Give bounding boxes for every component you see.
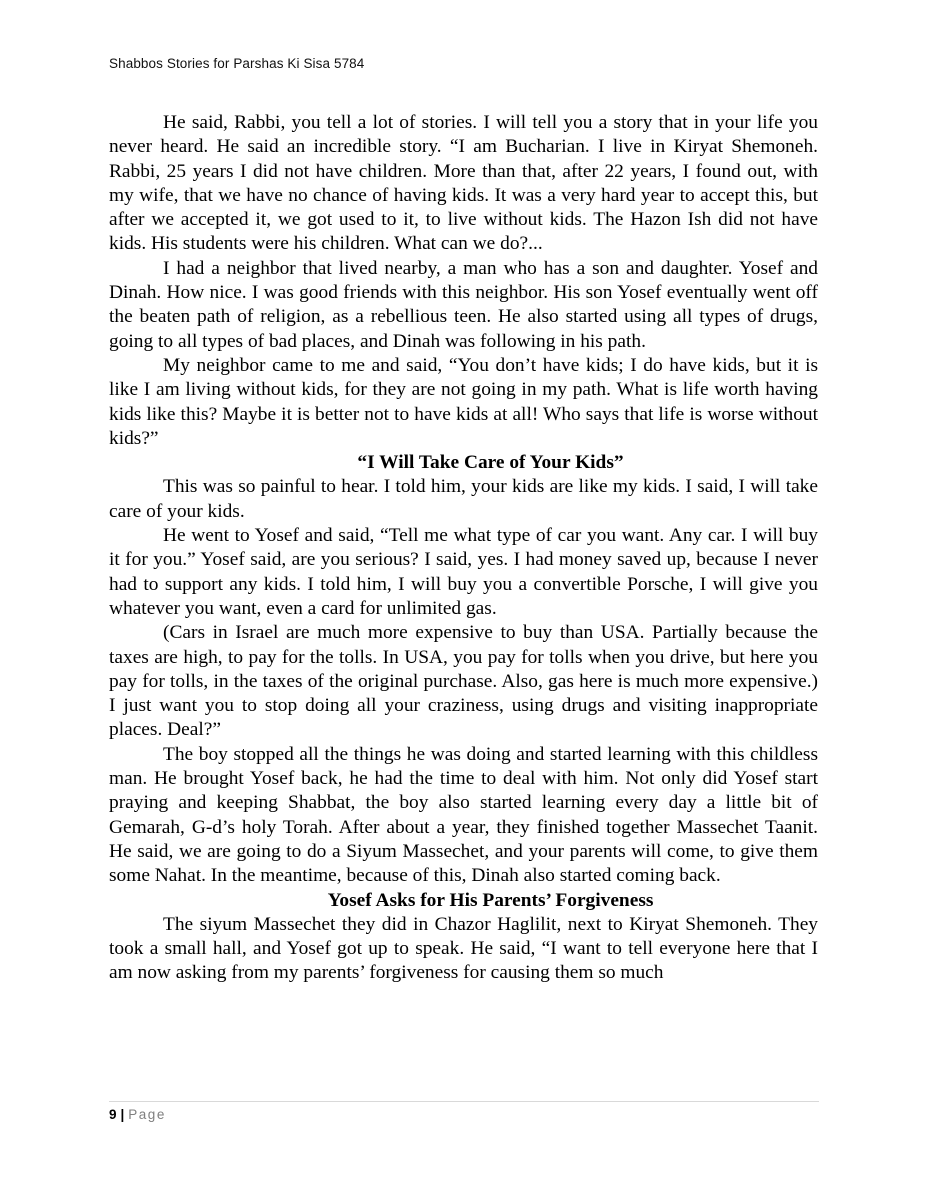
page-number: 9 xyxy=(109,1107,117,1122)
paragraph: My neighbor came to me and said, “You don’t have kids; I do have kids, but it is like I am living without kids, for they are not going in my path. What is life worth having kids like this? Maybe it is better not to have kids at all! Who says that life is worse without kids?” xyxy=(109,354,818,449)
paragraph: He said, Rabbi, you tell a lot of stories. I will tell you a story that in your life you never heard. He said an incredible story. “I am Bucharian. I live in Kiryat Shemoneh. Rabbi, 25 years I did not have children. More than that, after 22 years, I found out, with my wife, that we have no chance of having kids. It was a very hard year to accept this, but after we accepted it, we got used to it, to live without kids. The Hazon Ish did not have kids. His students were his children. What can we do?... xyxy=(109,112,818,255)
paragraph: I had a neighbor that lived nearby, a man who has a son and daughter. Yosef and Dinah. How nice. I was good friends with this neighbor. His son Yosef eventually went off the beaten path of religion, as a rebellious teen. He also started using all types of drugs, going to all types of bad places, and Dinah was following in his path. xyxy=(109,257,818,352)
section-heading: “I Will Take Care of Your Kids” xyxy=(357,452,624,474)
page-label: Page xyxy=(128,1107,166,1122)
paragraph: This was so painful to hear. I told him, your kids are like my kids. I said, I will take care of your kids. xyxy=(109,476,818,522)
paragraph: (Cars in Israel are much more expensive to buy than USA. Partially because the taxes are high, to pay for the tolls. In USA, you pay for tolls when you drive, but here you pay for tolls, in the taxes of the original purchase. Also, gas here is much more expensive.) I just want you to stop doing all your craziness, using drugs and visiting inappropriate places. Deal?” xyxy=(109,622,818,741)
section-heading: Yosef Asks for His Parents’ Forgiveness xyxy=(327,889,654,911)
paragraph: The siyum Massechet they did in Chazor Haglilit, next to Kiryat Shemoneh. They took a small hall, and Yosef got up to speak. He said, “I want to tell everyone here that I am now asking from my parents’ forgiveness for causing them so much xyxy=(109,913,818,984)
footer-separator: | xyxy=(120,1107,125,1122)
page-footer xyxy=(109,1107,166,1122)
paragraph: He went to Yosef and said, “Tell me what type of car you want. Any car. I will buy it for you.” Yosef said, are you serious? I said, yes. I had money saved up, because I never had to support any kids. I told him, I will buy you a convertible Porsche, I will give you whatever you want, even a card for unlimited gas. xyxy=(109,525,818,619)
footer-divider xyxy=(109,1101,819,1102)
body-text xyxy=(109,111,818,986)
running-header: Shabbos Stories for Parshas Ki Sisa 5784 xyxy=(109,56,365,71)
paragraph: The boy stopped all the things he was doing and started learning with this childless man. He brought Yosef back, he had the time to deal with him. Not only did Yosef start praying and keeping Shabbat, the boy also started learning every day a little bit of Gemarah, G-d’s holy Torah. After about a year, they finished together Massechet Taanit. He said, we are going to do a Siyum Massechet, and your parents will come, to give them some Nahat. In the meantime, because of this, Dinah also started coming back. xyxy=(109,743,818,887)
